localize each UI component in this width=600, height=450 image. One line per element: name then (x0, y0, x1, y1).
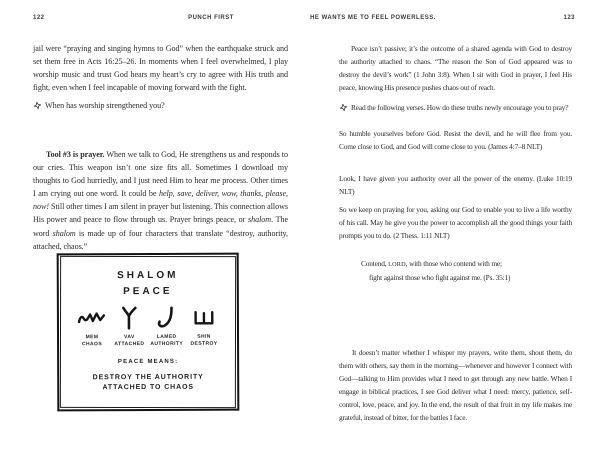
left-running-head: PUNCH FIRST (188, 15, 234, 21)
verse-text: Look, I have given you authority over all the power of the enemy. (Luke 10:19 NLT) (339, 174, 572, 196)
verse-luke (339, 172, 572, 198)
left-page-number: 122 (33, 15, 45, 21)
glyph-column-mem (75, 306, 109, 347)
peace-means-label: PEACE MEANS: (117, 358, 179, 366)
lamed-glyph-icon (152, 306, 182, 330)
verse-james (339, 127, 572, 153)
lord-smallcaps: LORD (388, 261, 406, 268)
glyph-column-shin (187, 306, 221, 347)
paragraph-text: jail were “praying and singing hymns to God” when the earthquake struck and set them free in Acts 16:25–26. In moments when I feel overwhelmed, I play worship music and trust God hears my heart’s cry to agree with His truth and fight, even when I feel incapable of moving forward with the fight. (33, 44, 288, 93)
right-page-number: 123 (563, 15, 575, 21)
shalom-title (59, 268, 237, 301)
paragraph-text: It doesn’t matter whether I whisper my prayers, write them, shout them, do them with others, say them in the morning—whenever and however I connect with God—talking to Him provides what I need to get through any new battle. When I engage in biblical practices, I see God deliver what I need: mercy, patience, self-control, love, peace, and joy. In the end, the result of that fruit in my life makes me grateful, instead of bitter, for the battles I face. (339, 348, 572, 422)
vav-glyph-icon (114, 306, 144, 330)
question-text: Read the following verses. How do these truths newly encourage you to pray? (351, 103, 569, 112)
glyph-column-lamed (150, 306, 184, 347)
left-continuation-paragraph (33, 42, 288, 94)
glyph-name: MEM (85, 334, 99, 341)
verse-psalm (361, 257, 572, 284)
glyph-column-vav (112, 306, 146, 347)
glyph-meaning: DESTROY (190, 340, 218, 347)
shalom-title-line1: SHALOM (117, 269, 179, 282)
shalom-title-line2: PEACE (123, 285, 173, 298)
right-closing-paragraph (339, 346, 572, 424)
glyph-name: SHIN (197, 333, 211, 340)
verse-thessalonians (339, 203, 572, 242)
verse-text: So we keep on praying for you, asking our God to enable you to live a life worthy of his call. May he give you the power to accomplish all the good things your faith prompts you to do. (2 Thess. 1:11 NLT) (339, 205, 572, 240)
verse-text: So humble yourselves before God. Resist the devil, and he will flee from you. Come close to God, and God will come close to you. (James 4:7–8 NLT) (339, 129, 572, 151)
peace-means-line2: ATTACHED TO CHAOS (102, 383, 195, 391)
right-opening-paragraph (339, 42, 572, 94)
right-reflection-question (339, 101, 572, 114)
right-running-head: HE WANTS ME TO FEEL POWERLESS. (310, 15, 436, 21)
tool-3-paragraph (33, 148, 288, 253)
left-reflection-question (33, 99, 288, 112)
peace-means-line1: DESTROY THE AUTHORITY (92, 373, 204, 382)
tool-lead-bold: Tool #3 is prayer. (46, 150, 105, 159)
glyph-meaning: AUTHORITY (150, 340, 184, 347)
glyph-meaning: CHAOS (82, 340, 103, 347)
glyph-name: LAMED (156, 333, 177, 340)
question-text: When has worship strengthened you? (45, 101, 165, 110)
paragraph-text: Tool #3 is prayer. When we talk to God, He strengthens us and responds to our cries. This weapon isn’t one size fits all. Sometimes I download my thoughts to God hurriedly, and I just need Him to hear me process. Other times I am crying out one word. It could be help, save, deliver, wow, thanks, please, now! Still other times I am silent in prayer but listening. This connection allows His power and peace to flow through us. Prayer brings peace, or shalom. The word shalom is made up of four characters that translate “destroy, authority, attached, chaos.” (33, 150, 289, 251)
shalom-diagram-box (57, 253, 240, 412)
glyph-name: VAV (123, 334, 135, 341)
paragraph-text: Peace isn’t passive; it’s the outcome of a shared agenda with God to destroy the authority attached to chaos. “The reason the Son of God appeared was to destroy the devil’s work” (1 John 3:8). When I sit with God in prayer, I feel His peace, knowing His presence pushes chaos out of reach. (339, 44, 572, 92)
star-bullet-icon (33, 101, 42, 110)
star-bullet-icon (339, 103, 348, 112)
psalm-line2: fight against those who fight against me. (Ps. 35:1) (369, 273, 511, 282)
shin-glyph-icon (189, 306, 219, 330)
mem-glyph-icon (77, 306, 107, 330)
psalm-line1: Contend, LORD, with those who contend with me; (361, 259, 502, 268)
glyph-meaning: ATTACHED (114, 340, 145, 347)
hebrew-glyph-row (59, 300, 237, 348)
